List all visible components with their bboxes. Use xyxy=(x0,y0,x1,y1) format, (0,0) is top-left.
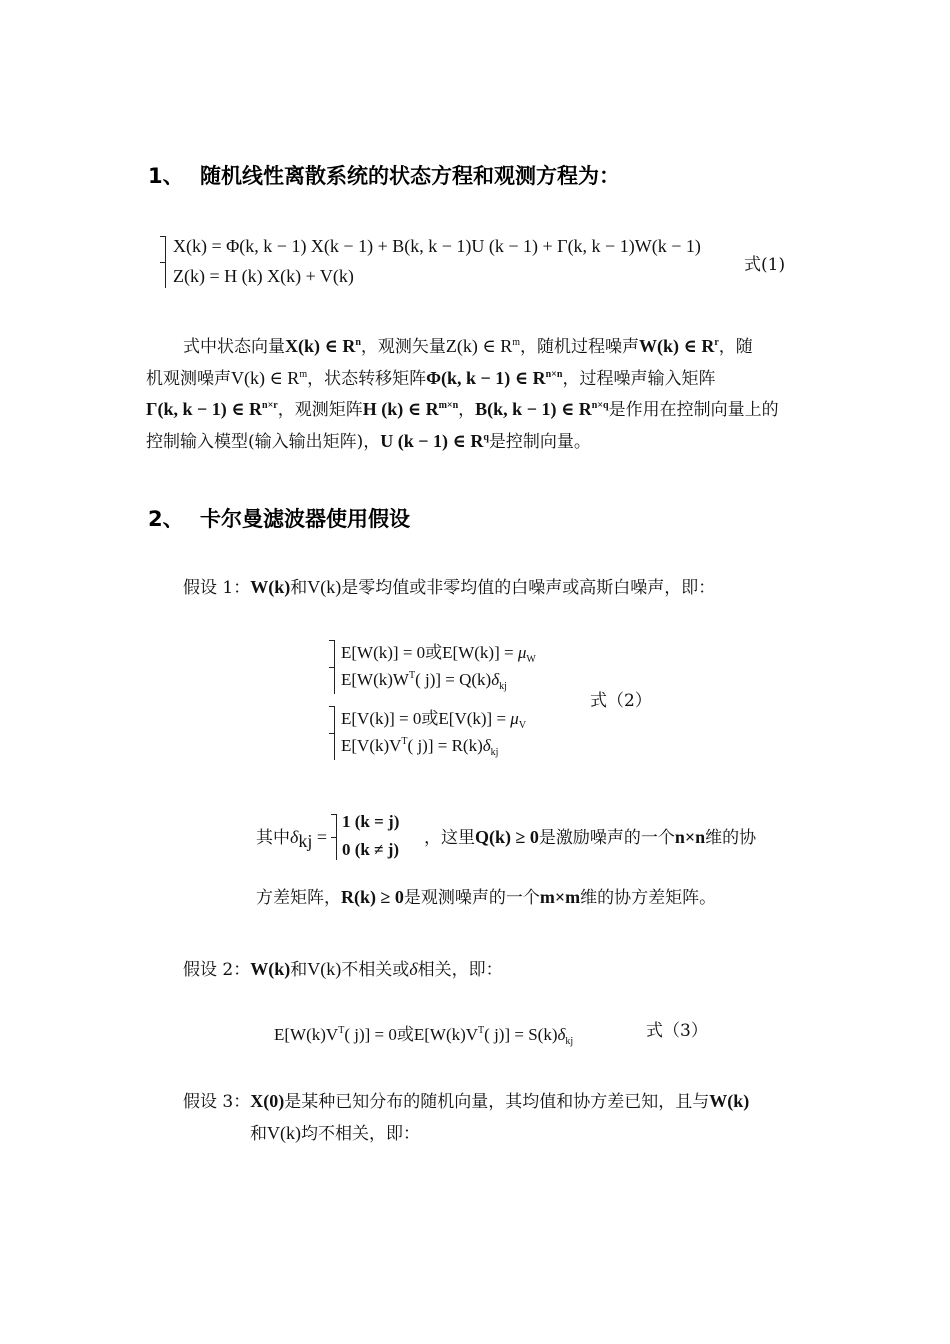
paragraph-1-line-2: 机观测噪声V(k) ∈ $R^m$，状态转移矩阵Φ(k, k − 1) ∈ $R^{n\times n}$，过程噪声输入矩阵 xyxy=(146,368,716,389)
section-1-number: 1、 xyxy=(148,164,184,188)
section-2-title: 卡尔曼滤波器使用假设 xyxy=(200,507,410,531)
equation-2-brace-2 xyxy=(334,706,335,760)
note-line-2: 方差矩阵，R(k) ≥ 0是观测噪声的一个m×m维的协方差矩阵。 xyxy=(256,887,717,908)
equation-1-brace xyxy=(165,236,166,288)
section-1-title: 随机线性离散系统的状态方程和观测方程为： xyxy=(200,164,620,188)
equation-2-label: 式（2） xyxy=(590,691,652,711)
assumption-2: 假设 2：W(k)和V(k)不相关或δ相关，即： xyxy=(183,959,503,980)
note-intro: 其中$\delta_{kj}$ = xyxy=(256,827,328,851)
paragraph-1-line-1: 式中状态向量X(k) ∈ $R^n$，观测矢量Z(k) ∈ $R^m$，随机过程噪声W(k) ∈ $R^r$，随 xyxy=(183,336,753,357)
equation-2-line-3: E[V(k)] = 0或$E[V(k)] = \mu_V$ xyxy=(341,709,527,731)
equation-1-label: 式(1) xyxy=(744,255,786,275)
equation-2-brace-1 xyxy=(334,640,335,694)
equation-3-label: 式（3） xyxy=(646,1021,708,1041)
equation-2-line-2: $E[W(k)W^T$( $j)] = Q(k)\delta_{kj}$ xyxy=(341,670,507,692)
assumption-3-line-1: 假设 3：X(0)是某种已知分布的随机向量，其均值和协方差已知，且与W(k) xyxy=(183,1091,750,1112)
paragraph-1-line-4: 控制输入模型(输入输出矩阵)，U (k − 1) ∈ $R^q$是控制向量。 xyxy=(146,431,591,452)
equation-2-line-4: $E[V(k)V^T$( $j)] = R(k)\delta_{kj}$ xyxy=(341,736,499,758)
note-line-1-rest: ，这里Q(k) ≥ 0是激励噪声的一个n×n维的协 xyxy=(424,827,757,848)
equation-1-line-1: X(k) = Φ(k, k − 1) X(k − 1) + B(k, k − 1)U (k − 1) + Γ(k, k − 1)W(k − 1) xyxy=(173,236,701,256)
delta-case-1: 1 (k = j) xyxy=(342,812,400,831)
equation-1-line-2: Z(k) = H (k) X(k) + V(k) xyxy=(173,266,354,286)
section-2-number: 2、 xyxy=(148,507,184,531)
assumption-3-line-2: 和V(k)均不相关，即： xyxy=(250,1123,420,1144)
delta-case-2: 0 (k ≠ j) xyxy=(342,840,400,859)
delta-cases-brace xyxy=(336,814,337,860)
paragraph-1-line-3: Γ(k, k − 1) ∈ $R^{n\times r}$，观测矩阵H (k) ∈ $R^{m\times n}$，B(k, k − 1) ∈ $R^{n\times q}$是作用在控制向量上的 xyxy=(146,399,779,420)
assumption-1: 假设 1：W(k)和V(k)是零均值或非零均值的白噪声或高斯白噪声，即： xyxy=(183,577,716,598)
equation-3: $E[W(k)V^T$( j)] = 0或$E[W(k)V^T$( $j)] = S(k)\delta_{kj}$ xyxy=(274,1025,574,1047)
equation-2-line-1: E[W(k)] = 0或$E[W(k)] = \mu_W$ xyxy=(341,643,536,665)
